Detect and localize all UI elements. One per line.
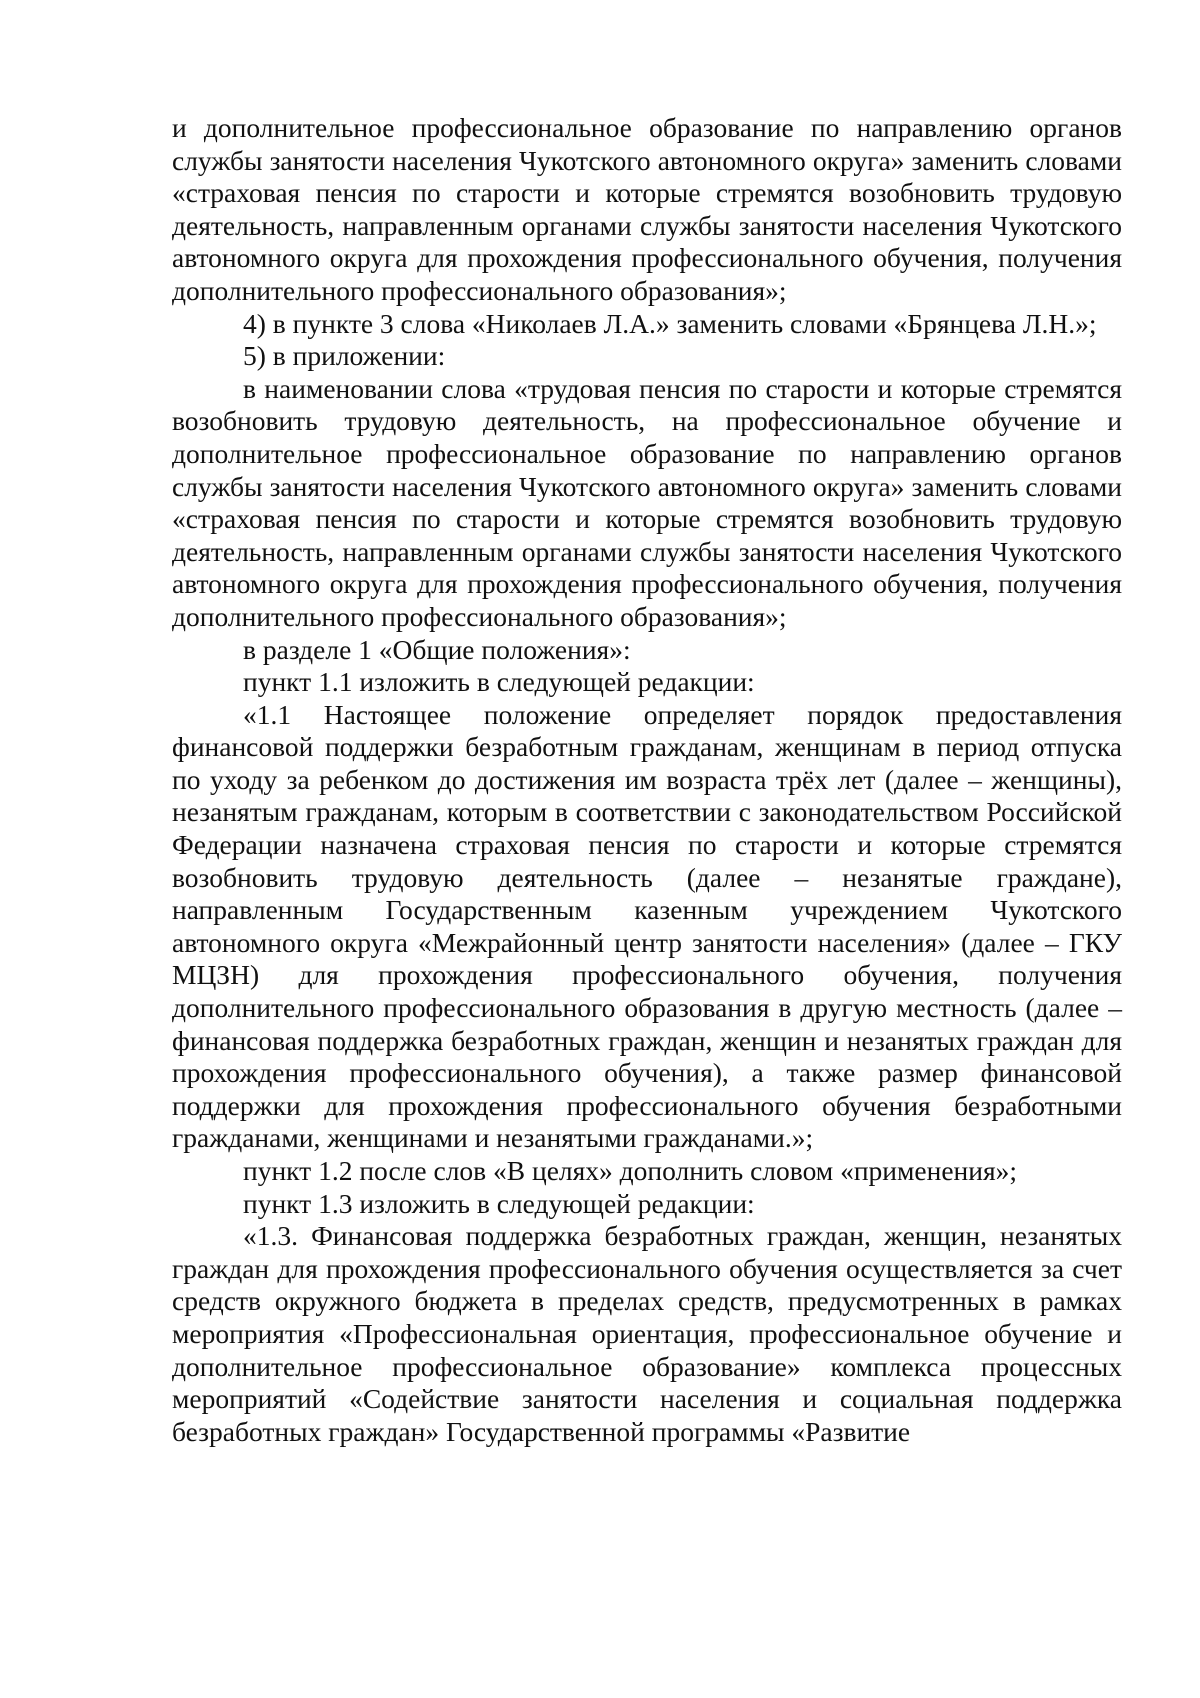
document-body	[172, 112, 1122, 1448]
paragraph-title-amendment: в наименовании слова «трудовая пенсия по старости и которые стремятся возобновить трудовую деятельность, на профессиональное обучение и дополнительное профессиональное образование по направлению органов службы занятости населения Чукотского автономного округа» заменить словами «страховая пенсия по старости и которые стремятся возобновить трудовую деятельность, направленным органами службы занятости населения Чукотского автономного округа для прохождения профессионального обучения, получения дополнительного профессионального образования»;	[172, 372, 1122, 632]
paragraph-section-1: в разделе 1 «Общие положения»:	[243, 633, 631, 665]
paragraph-item-5: 5) в приложении:	[243, 340, 446, 372]
paragraph-item-4: 4) в пункте 3 слова «Николаев Л.А.» заменить словами «Брянцева Л.Н.»;	[243, 307, 1097, 339]
paragraph-clause-1-3-text: «1.3. Финансовая поддержка безработных граждан, женщин, незанятых граждан для прохождения профессионального обучения осуществляется за счет средств окружного бюджета в пределах средств, предусмотренных в рамках мероприятия «Профессиональная ориентация, профессиональное обучение и дополнительное профессиональное образование» комплекса процессных мероприятий «Содействие занятости населения и социальная поддержка безработных граждан» Государственной программы «Развитие	[172, 1220, 1122, 1447]
paragraph-clause-1-1-text: «1.1 Настоящее положение определяет порядок предоставления финансовой поддержки безработным гражданам, женщинам в период отпуска по уходу за ребенком до достижения им возраста трёх лет (далее – женщины), незанятым гражданам, которым в соответствии с законодательством Российской Федерации назначена страховая пенсия по старости и которые стремятся возобновить трудовую деятельность (далее – незанятые граждане), направленным Государственным казенным учреждением Чукотского автономного округа «Межрайонный центр занятости населения» (далее – ГКУ МЦЗН) для прохождения профессионального обучения, получения дополнительного профессионального образования в другую местность (далее – финансовая поддержка безработных граждан, женщин и незанятых граждан для прохождения профессионального обучения), а также размер финансовой поддержки для прохождения профессионального обучения безработными гражданами, женщинами и незанятыми гражданами.»;	[172, 698, 1122, 1154]
paragraph-clause-1-3-intro: пункт 1.3 изложить в следующей редакции:	[243, 1187, 755, 1219]
paragraph-clause-1-1-intro: пункт 1.1 изложить в следующей редакции:	[243, 666, 755, 698]
paragraph-continuation: и дополнительное профессиональное образование по направлению органов службы занятости населения Чукотского автономного округа» заменить словами «страховая пенсия по старости и которые стремятся возобновить трудовую деятельность, направленным органами службы занятости населения Чукотского автономного округа для прохождения профессионального обучения, получения дополнительного профессионального образования»;	[172, 112, 1122, 306]
paragraph-clause-1-2: пункт 1.2 после слов «В целях» дополнить словом «применения»;	[243, 1155, 1018, 1186]
